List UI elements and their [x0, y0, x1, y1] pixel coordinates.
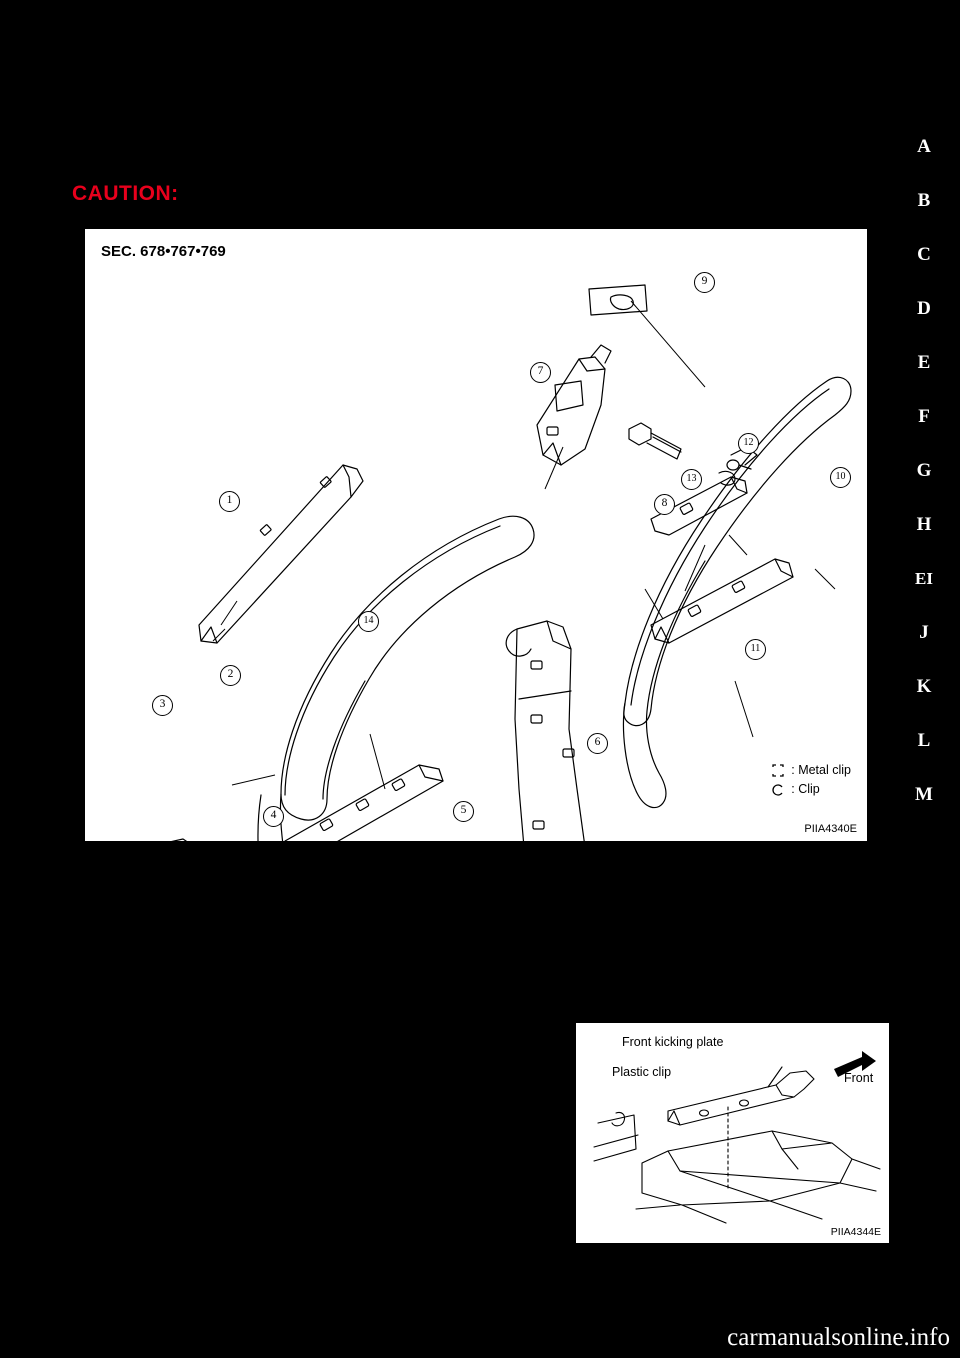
callout-8: 8 — [654, 494, 675, 515]
detail-figure-panel — [575, 1022, 890, 1244]
callout-9: 9 — [694, 272, 715, 293]
clip-icon — [771, 783, 785, 797]
legend-clip — [771, 780, 851, 799]
legend-metal-clip-label: : Metal clip — [791, 763, 851, 777]
figure-image-code: PIIA4340E — [804, 823, 857, 835]
callout-14: 14 — [358, 611, 379, 632]
legend-clip-label: : Clip — [791, 782, 820, 796]
callout-4: 4 — [263, 806, 284, 827]
legend-metal-clip — [771, 761, 851, 780]
trim-exploded-diagram — [85, 229, 867, 841]
front-kicking-plate-label: Front kicking plate — [622, 1035, 724, 1049]
front-direction-label: Front — [844, 1071, 874, 1085]
section-number-label: SEC. 678•767•769 — [101, 243, 226, 260]
main-figure-panel — [84, 228, 868, 842]
tab-ei[interactable]: EI — [915, 569, 933, 588]
callout-13: 13 — [681, 469, 702, 490]
plastic-clip-label: Plastic clip — [612, 1065, 672, 1079]
callout-11: 11 — [745, 639, 766, 660]
tab-l[interactable]: L — [917, 730, 931, 751]
callout-5: 5 — [453, 801, 474, 822]
figure-legend — [771, 761, 851, 799]
callout-2: 2 — [220, 665, 241, 686]
section-tab-column — [902, 120, 946, 822]
kicking-plate-detail-drawing — [576, 1023, 889, 1243]
tab-a[interactable]: A — [917, 136, 931, 157]
caution-heading: CAUTION: — [72, 182, 179, 205]
tab-e[interactable]: E — [917, 352, 931, 373]
tab-m[interactable]: M — [915, 784, 933, 805]
callout-7: 7 — [530, 362, 551, 383]
tab-b[interactable]: B — [917, 190, 931, 211]
tab-k[interactable]: K — [916, 676, 932, 697]
tab-j[interactable]: J — [919, 622, 929, 643]
callout-12: 12 — [738, 433, 759, 454]
detail-figure-image-code: PIIA4344E — [830, 1226, 881, 1238]
callout-3: 3 — [152, 695, 173, 716]
tab-g[interactable]: G — [916, 460, 932, 481]
callout-6: 6 — [587, 733, 608, 754]
tab-c[interactable]: C — [917, 244, 931, 265]
metal-clip-icon — [771, 764, 785, 778]
tab-h[interactable]: H — [916, 514, 932, 535]
callout-10: 10 — [830, 467, 851, 488]
tab-d[interactable]: D — [917, 298, 931, 319]
tab-f[interactable]: F — [918, 406, 930, 427]
site-watermark: carmanualsonline.info — [727, 1324, 950, 1351]
callout-1: 1 — [219, 491, 240, 512]
